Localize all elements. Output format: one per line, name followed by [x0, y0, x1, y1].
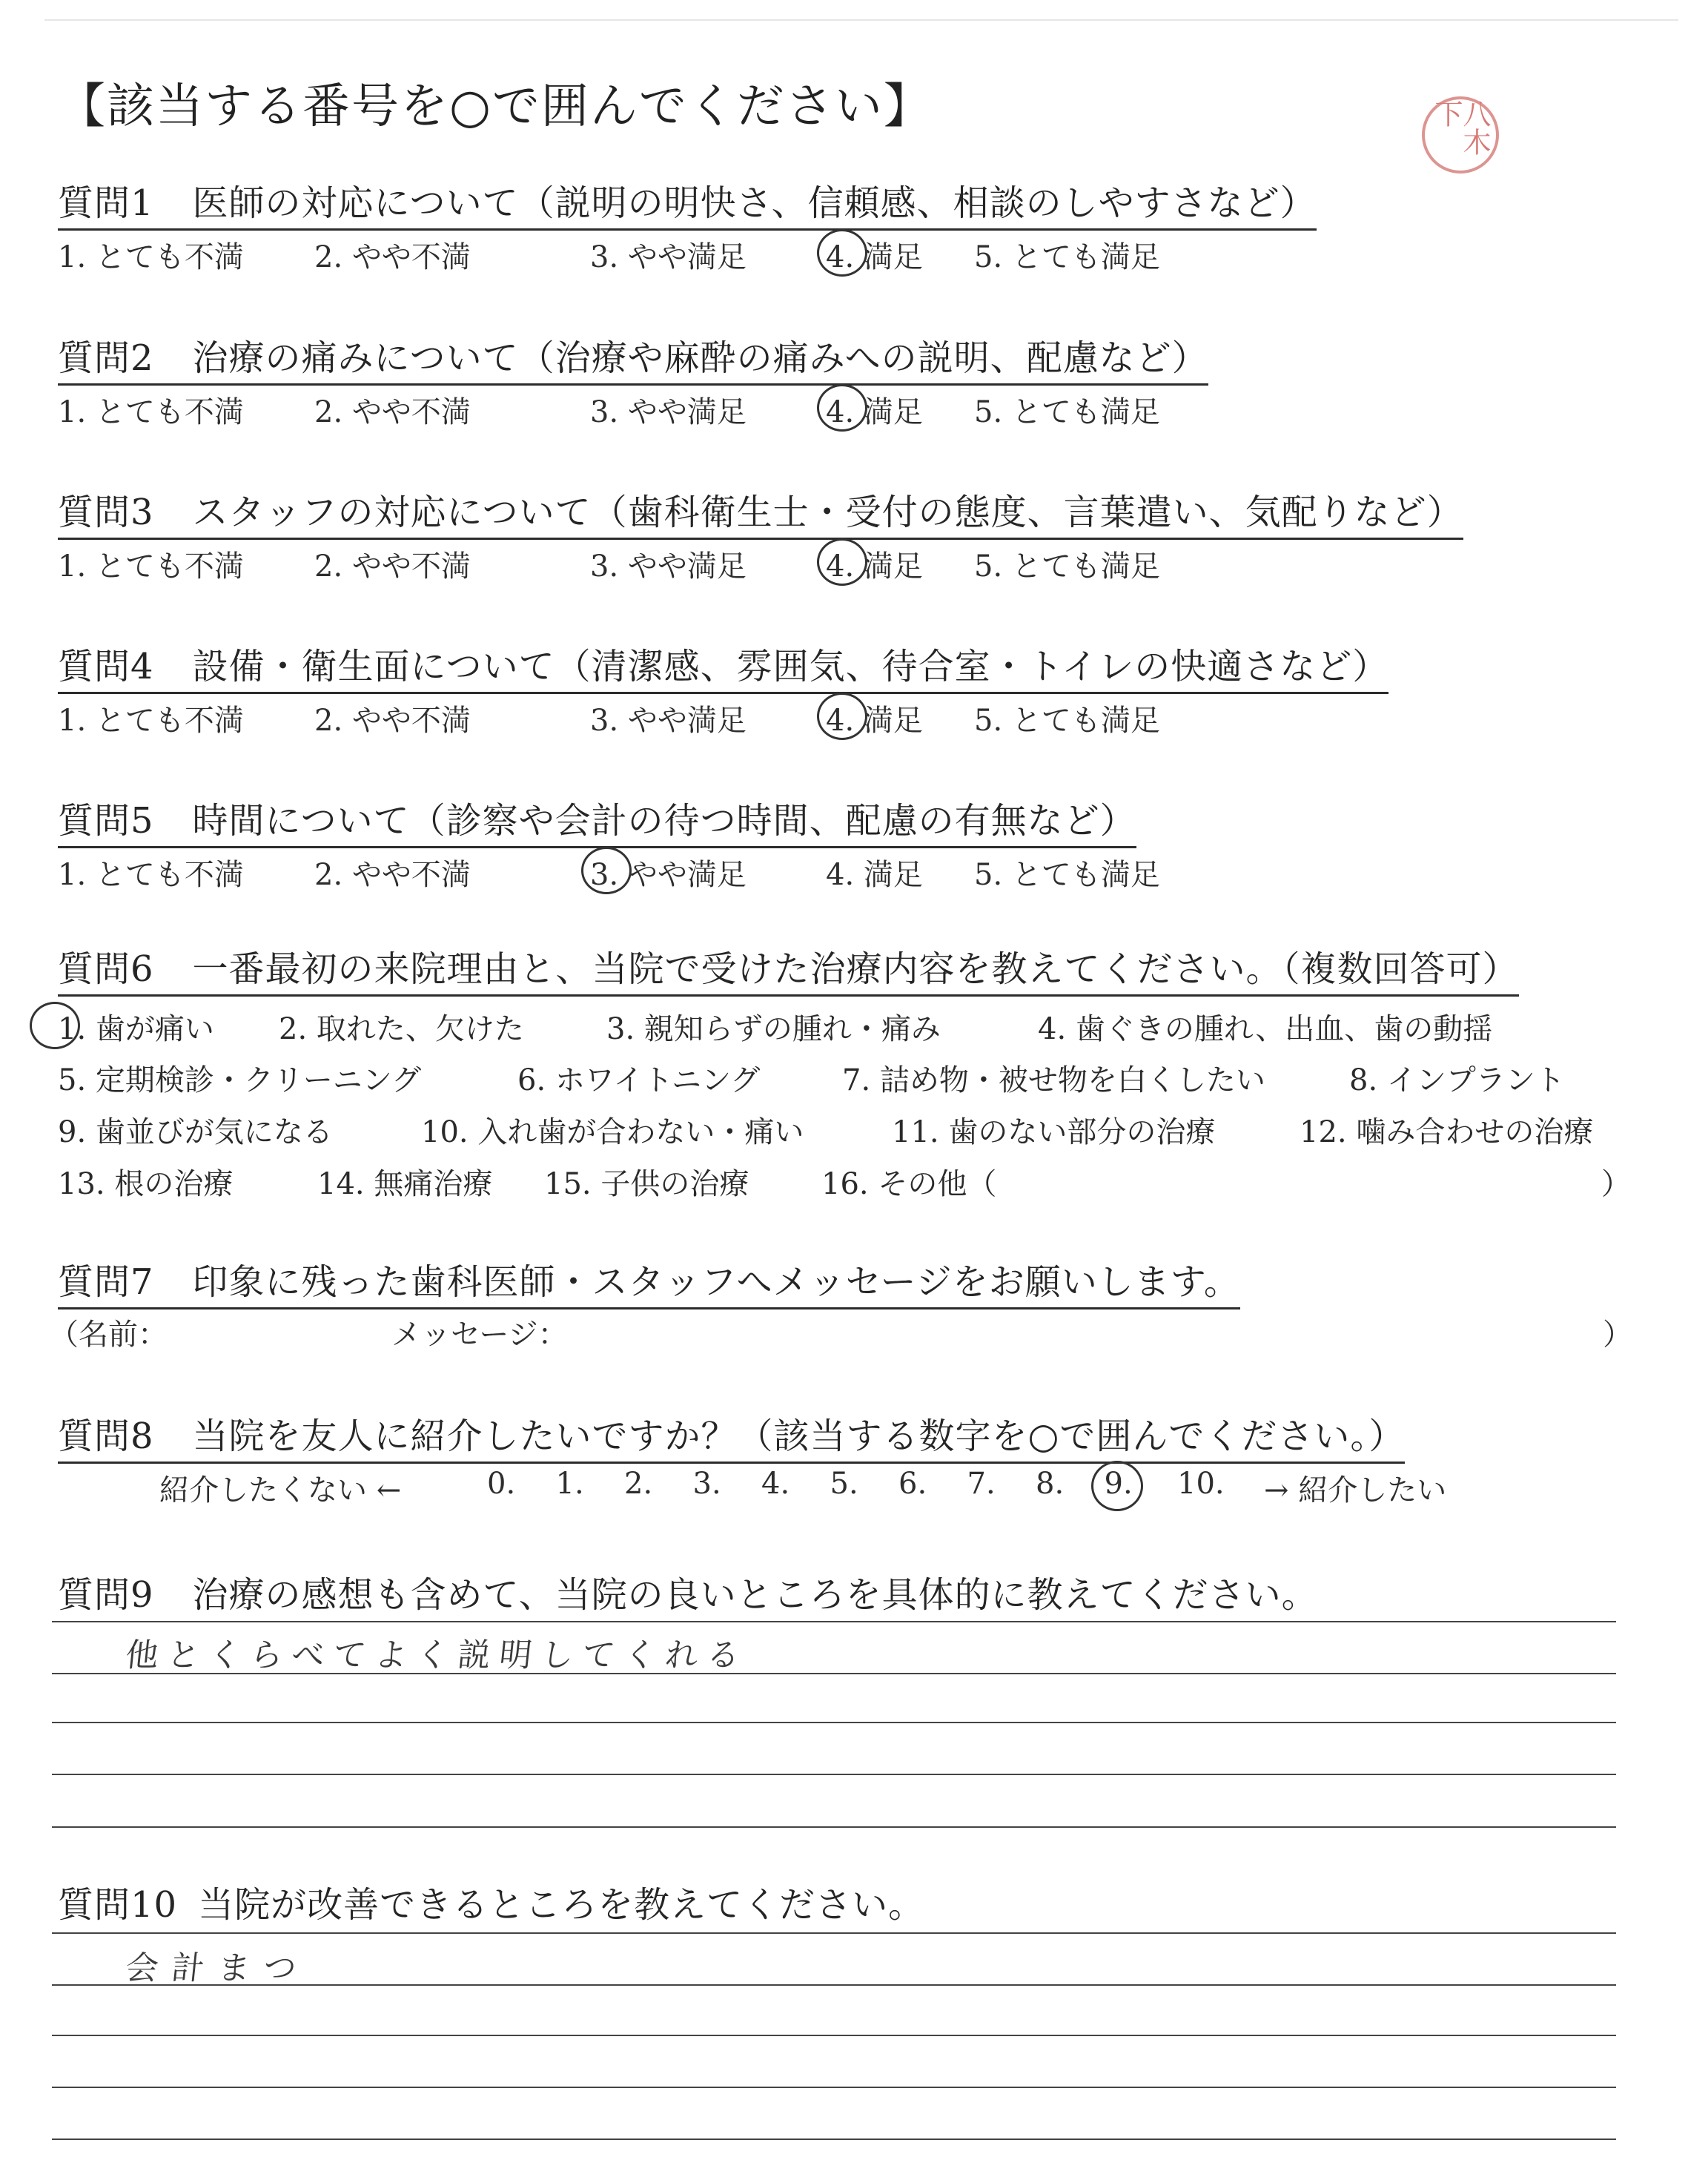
question-7-heading: [58, 1253, 1240, 1309]
q6-close-paren: ）: [1601, 1167, 1631, 1201]
answer-circle: [581, 847, 632, 894]
answer-circle: [817, 229, 867, 277]
question-text: 印象に残った歯科医師・スタッフへメッセージをお願いします。: [192, 1261, 1240, 1303]
scale-option-1[interactable]: 1. とても不満: [58, 395, 244, 429]
q6-option[interactable]: 1. 歯が痛い: [58, 1012, 214, 1046]
question-number: 質問9: [58, 1574, 154, 1616]
scale-option-2[interactable]: 2. やや不満: [314, 395, 471, 429]
close-paren: ）: [1603, 1318, 1632, 1352]
question-8-heading: [58, 1407, 1405, 1464]
q6-option[interactable]: 2. 取れた、欠けた: [279, 1012, 524, 1046]
q6-option[interactable]: 16. その他（: [821, 1167, 997, 1201]
q6-option[interactable]: 7. 詰め物・被せ物を白くしたい: [842, 1063, 1265, 1097]
question-number: 質問4: [58, 646, 154, 687]
question-text: 当院が改善できるところを教えてください。: [198, 1884, 925, 1926]
answer-line: [52, 1932, 1616, 1934]
hanko-seal-stamp: 八木下: [1422, 96, 1499, 174]
question-number: 質問7: [58, 1261, 154, 1303]
q9-handwritten-answer[interactable]: 他とくらべてよく説明してくれる: [123, 1636, 751, 1674]
answer-circle: [817, 384, 867, 432]
scale-option-2[interactable]: 2. やや不満: [314, 240, 471, 274]
scale-option-2[interactable]: 2. やや不満: [314, 858, 471, 892]
scale-option-5[interactable]: 5. とても満足: [974, 240, 1160, 274]
question-number: 質問5: [58, 800, 154, 842]
q6-option[interactable]: 13. 根の治療: [58, 1167, 234, 1201]
scale-option-4[interactable]: 4. 満足: [826, 858, 923, 892]
q8-scale-value[interactable]: 1.: [555, 1467, 584, 1501]
q6-option[interactable]: 9. 歯並びが気になる: [58, 1115, 333, 1149]
question-5-heading: [58, 792, 1136, 848]
q6-option[interactable]: 5. 定期検診・クリーニング: [58, 1063, 422, 1097]
scale-option-3[interactable]: 3. やや満足: [590, 395, 747, 429]
scale-option-3[interactable]: 3. やや満足: [590, 858, 747, 892]
question-text: 治療の感想も含めて、当院の良いところを具体的に教えてください。: [192, 1574, 1318, 1616]
question-number: 質問10: [58, 1884, 178, 1926]
answer-line: [52, 1826, 1616, 1828]
q8-scale-value[interactable]: 8.: [1036, 1467, 1065, 1501]
q6-option[interactable]: 10. 入れ歯が合わない・痛い: [421, 1115, 804, 1149]
scale-option-4[interactable]: 4. 満足: [826, 704, 923, 738]
scale-option-3[interactable]: 3. やや満足: [590, 704, 747, 738]
q8-left-label: 紹介したくない ←: [159, 1473, 402, 1507]
answer-line: [52, 2087, 1616, 2088]
question-6-heading: [58, 940, 1519, 997]
answer-circle: [817, 538, 867, 586]
q6-option[interactable]: 4. 歯ぐきの腫れ、出血、歯の動揺: [1038, 1012, 1493, 1046]
question-number: 質問1: [58, 182, 154, 224]
answer-circle: [1091, 1461, 1143, 1511]
scale-option-5[interactable]: 5. とても満足: [974, 704, 1160, 738]
q6-option[interactable]: 14. 無痛治療: [317, 1167, 493, 1201]
q8-scale-value[interactable]: 4.: [761, 1467, 790, 1501]
question-10-heading: [58, 1876, 924, 1930]
q8-scale-value[interactable]: 6.: [898, 1467, 927, 1501]
question-2-heading: [58, 329, 1208, 386]
q6-option[interactable]: 11. 歯のない部分の治療: [892, 1115, 1216, 1149]
question-number: 質問8: [58, 1416, 154, 1457]
message-label: メッセージ：: [391, 1318, 568, 1352]
form-title: 【該当する番号を○で囲んでください】: [58, 79, 933, 134]
scale-option-4[interactable]: 4. 満足: [826, 549, 923, 584]
scale-option-1[interactable]: 1. とても不満: [58, 549, 244, 584]
q8-scale-value[interactable]: 0.: [487, 1467, 516, 1501]
answer-line: [52, 1621, 1616, 1622]
q6-option[interactable]: 15. 子供の治療: [544, 1167, 749, 1201]
scale-option-1[interactable]: 1. とても不満: [58, 858, 244, 892]
question-1-heading: [58, 174, 1317, 231]
q6-option[interactable]: 6. ホワイトニング: [517, 1063, 761, 1097]
scale-option-5[interactable]: 5. とても満足: [974, 858, 1160, 892]
answer-line: [52, 1722, 1616, 1723]
question-text: 治療の痛みについて（治療や麻酔の痛みへの説明、配慮など）: [192, 337, 1208, 379]
q6-option[interactable]: 12. 噛み合わせの治療: [1300, 1115, 1594, 1149]
q10-handwritten-answer[interactable]: 会計まつ: [123, 1949, 312, 1987]
name-label: （名前：: [49, 1318, 168, 1352]
q8-right-label: → 紹介したい: [1264, 1473, 1447, 1507]
q6-option[interactable]: 3. 親知らずの腫れ・痛み: [606, 1012, 941, 1046]
scale-option-5[interactable]: 5. とても満足: [974, 549, 1160, 584]
page-edge: [44, 19, 1678, 21]
q8-scale-value[interactable]: 2.: [624, 1467, 653, 1501]
q8-scale-value[interactable]: 9.: [1104, 1467, 1133, 1501]
scale-option-2[interactable]: 2. やや不満: [314, 704, 471, 738]
scale-option-1[interactable]: 1. とても不満: [58, 704, 244, 738]
q6-option[interactable]: 8. インプラント: [1349, 1063, 1565, 1097]
scale-option-2[interactable]: 2. やや不満: [314, 549, 471, 584]
q8-scale-value[interactable]: 7.: [967, 1467, 996, 1501]
question-4-heading: [58, 638, 1388, 694]
question-text: 当院を友人に紹介したいですか？（該当する数字を○で囲んでください。）: [192, 1416, 1406, 1457]
scale-option-3[interactable]: 3. やや満足: [590, 549, 747, 584]
q8-scale-value[interactable]: 3.: [692, 1467, 721, 1501]
scale-option-3[interactable]: 3. やや満足: [590, 240, 747, 274]
scale-option-5[interactable]: 5. とても満足: [974, 395, 1160, 429]
question-9-heading: [58, 1566, 1318, 1620]
question-text: 一番最初の来院理由と、当院で受けた治療内容を教えてください。（複数回答可）: [192, 948, 1519, 990]
q8-scale-value[interactable]: 5.: [830, 1467, 858, 1501]
question-number: 質問6: [58, 948, 154, 990]
q8-scale-value[interactable]: 10.: [1177, 1467, 1225, 1501]
answer-line: [52, 2138, 1616, 2140]
question-text: スタッフの対応について（歯科衛生士・受付の態度、言葉遣い、気配りなど）: [192, 492, 1463, 533]
scale-option-1[interactable]: 1. とても不満: [58, 240, 244, 274]
question-number: 質問2: [58, 337, 154, 379]
question-text: 設備・衛生面について（清潔感、雰囲気、待合室・トイレの快適さなど）: [192, 646, 1389, 687]
question-number: 質問3: [58, 492, 154, 533]
scale-option-4[interactable]: 4. 満足: [826, 395, 923, 429]
question-text: 医師の対応について（説明の明快さ、信頼感、相談のしやすさなど）: [192, 182, 1317, 224]
scale-option-4[interactable]: 4. 満足: [826, 240, 923, 274]
answer-line: [52, 1774, 1616, 1775]
question-text: 時間について（診察や会計の待つ時間、配慮の有無など）: [192, 800, 1136, 842]
question-3-heading: [58, 483, 1463, 540]
answer-line: [52, 2035, 1616, 2036]
answer-circle: [817, 693, 867, 740]
